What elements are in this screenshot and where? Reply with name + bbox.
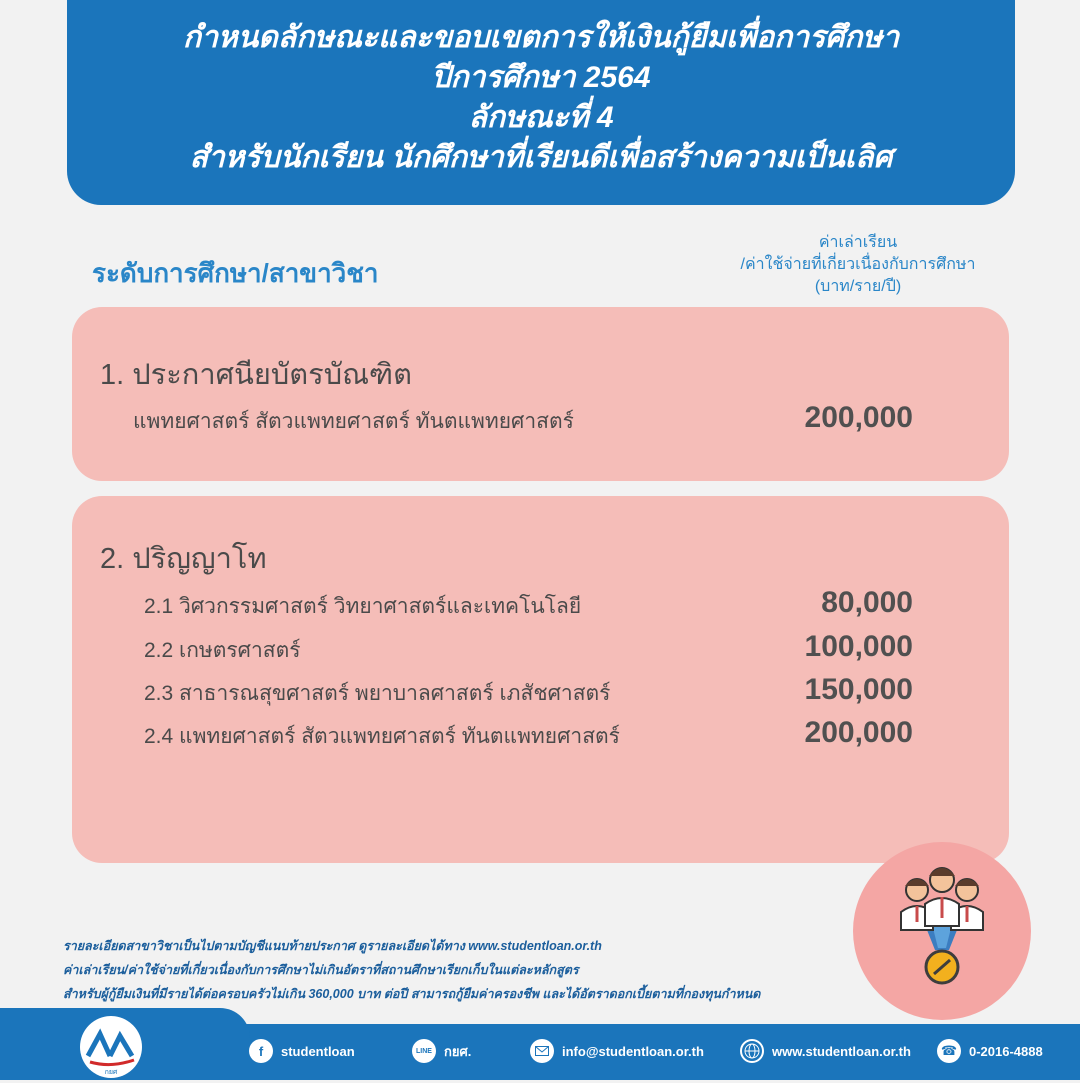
table-row bbox=[72, 716, 1009, 752]
row-label: 2.2 เกษตรศาสตร์ bbox=[144, 639, 301, 662]
footnote-3: สำหรับผู้กู้ยืมเงินที่มีรายได้ต่อครอบครัวไม่เกิน 360,000 บาท ต่อปี สามารถกู้ยืมค่าครองชีพ และได้อัตราดอกเบี้ยตามที่กองทุนกำหนด bbox=[63, 987, 761, 1001]
header-subtitle: สำหรับนักเรียน นักศึกษาที่เรียนดีเพื่อสร้างความเป็นเลิศ bbox=[189, 141, 893, 174]
row-label: 2.4 แพทยศาสตร์ สัตวแพทยศาสตร์ ทันตแพทยศาสตร์ bbox=[144, 725, 620, 748]
facebook-icon: f bbox=[249, 1039, 273, 1063]
row-label: แพทยศาสตร์ สัตวแพทยศาสตร์ ทันตแพทยศาสตร์ bbox=[133, 410, 574, 433]
header-type: ลักษณะที่ 4 bbox=[468, 101, 614, 134]
email-icon bbox=[530, 1039, 554, 1063]
footnote-1: รายละเอียดสาขาวิชาเป็นไปตามบัญชีแนบท้ายประกาศ ดูรายละเอียดได้ทาง www.studentloan.or.th bbox=[63, 939, 602, 953]
column-header-amount-line1: ค่าเล่าเรียน bbox=[818, 234, 898, 251]
table-row bbox=[72, 630, 1009, 666]
row-value: 200,000 bbox=[804, 716, 913, 749]
table-row bbox=[72, 673, 1009, 709]
column-header-level: ระดับการศึกษา/สาขาวิชา bbox=[92, 258, 379, 288]
phone-icon: ☎ bbox=[937, 1039, 961, 1063]
phone-link[interactable] bbox=[937, 1035, 1043, 1067]
table-row bbox=[72, 401, 1009, 437]
globe-icon bbox=[740, 1039, 764, 1063]
email-link[interactable] bbox=[530, 1035, 704, 1067]
row-value: 150,000 bbox=[804, 673, 913, 706]
section-masters bbox=[72, 496, 1009, 863]
graduates-medal-icon bbox=[853, 842, 1031, 1020]
column-header-amount bbox=[688, 232, 1028, 298]
footnote-2: ค่าเล่าเรียน/ค่าใช้จ่ายที่เกี่ยวเนื่องกับการศึกษาไม่เกินอัตราที่สถานศึกษาเรียกเก็บในแต่ละหลักสูตร bbox=[63, 963, 579, 977]
website-label: www.studentloan.or.th bbox=[772, 1043, 911, 1059]
row-label: 2.1 วิศวกรรมศาสตร์ วิทยาศาสตร์และเทคโนโลยี bbox=[144, 595, 582, 618]
logo bbox=[80, 1016, 142, 1078]
section-title: 2. ปริญญาโท bbox=[100, 543, 267, 575]
footnotes bbox=[63, 934, 760, 1006]
page-header bbox=[67, 0, 1015, 205]
row-value: 100,000 bbox=[804, 630, 913, 663]
row-value: 80,000 bbox=[821, 586, 913, 619]
table-row bbox=[72, 586, 1009, 622]
header-title: กำหนดลักษณะและขอบเขตการให้เงินกู้ยืมเพื่อการศึกษา bbox=[182, 21, 900, 54]
line-label: กยศ. bbox=[444, 1043, 472, 1059]
column-header-amount-line3: (บาท/ราย/ปี) bbox=[814, 278, 902, 295]
section-title: 1. ประกาศนียบัตรบัณฑิต bbox=[100, 359, 412, 391]
row-label: 2.3 สาธารณสุขศาสตร์ พยาบาลศาสตร์ เภสัชศาสตร์ bbox=[144, 682, 611, 705]
facebook-link[interactable] bbox=[249, 1035, 355, 1067]
row-value: 200,000 bbox=[804, 401, 913, 434]
column-header-amount-line2: /ค่าใช้จ่ายที่เกี่ยวเนื่องกับการศึกษา bbox=[740, 256, 976, 273]
section-graduate-diploma bbox=[72, 307, 1009, 481]
line-link[interactable] bbox=[412, 1035, 471, 1067]
line-icon: LINE bbox=[412, 1039, 436, 1063]
phone-label: 0-2016-4888 bbox=[969, 1043, 1043, 1059]
facebook-label: studentloan bbox=[281, 1043, 355, 1059]
logo-text: กยศ bbox=[104, 1068, 118, 1076]
header-year: ปีการศึกษา 2564 bbox=[431, 61, 651, 94]
website-link[interactable] bbox=[740, 1035, 911, 1067]
email-label: info@studentloan.or.th bbox=[562, 1043, 704, 1059]
